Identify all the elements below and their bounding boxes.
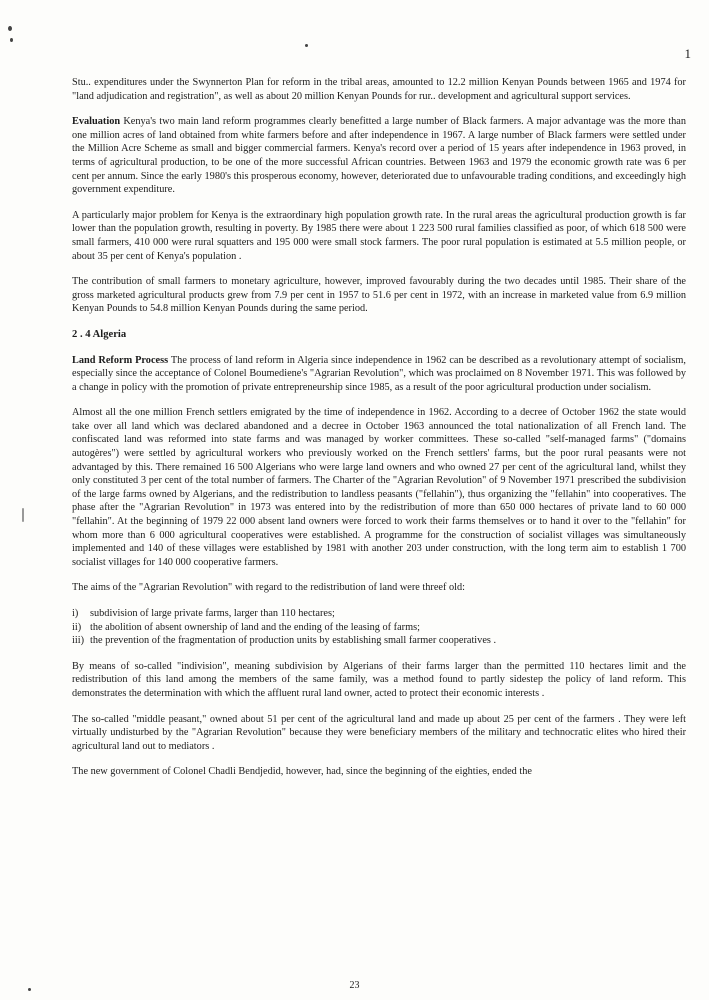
aim-text: the prevention of the fragmentation of production units by establishing small farmer cooperatives . (90, 635, 497, 647)
paragraph-text: Almost all the one million French settlers emigrated by the time of independence in 1962. According to a decree of October 1962 the state would take over all land which was declared abandoned and a decree in October 1963 announced the total nationalization of all French land. The confiscated land was reformed into state farms and was managed by worker committees. These so-called "self-managed farms" ("domains autogères") were settled by agricultural workers who previously worked on the French settlers' farms, but the poor rural peasants were not advantaged by this. There remained 16 500 Algerians who were large land owners and who owned 27 per cent of the agricultural land, whilst they only constituted 3 per cent of the total number of farmers. The Charter of the "Agrarian Revolution" of 9 November 1971 prescribed the subdivision of the large farms owned by Algerians, and the redistribution to landless peasants ("fellahin"), thus organizing the "fellahin" into cooperatives. The phase after the "Agrarian Revolution" in 1973 was entered into by the redistribution of more than 650 000 hectares of private land to 60 000 "fellahin". At the beginning of 1979 22 000 absent land owners were forced to work their farms themselves or to hand it over to the "fellahin" for whom more than 6 000 agricultural cooperatives were established. A programme for the construction of socialist villages was simultaneously implemented and 140 of these villages were established by 1981 with another 203 under construction, with the long term aim to establish 1 700 socialist villages for 140 000 cooperative farmers. (72, 407, 686, 568)
aim-text: the abolition of absent ownership of land and the ending of the leasing of farms; (90, 621, 420, 633)
aim-text: subdivision of large private farms, larger than 110 hectares; (90, 608, 335, 619)
paragraph-text: The contribution of small farmers to monetary agriculture, however, improved favourably during the two decades until 1985. Their share of the gross marketed agricultural products grew from 7.9 per cent in 1957 to 51.6 per cent in 1972, with an increase in marketed value from 6.9 million Kenyan Pounds to 54.8 million Kenyan Pounds during the same period. (72, 276, 686, 315)
paragraph (72, 660, 686, 701)
aim-number: ii) (72, 621, 82, 633)
scan-speck (22, 508, 24, 522)
paragraph-text: Kenya's two main land reform programmes clearly benefitted a large number of Black farmers. A major advantage was the more than one million acres of land obtained from white farmers before and after independence in 1967. A large number of Black farmers were settled under the Million Acre Scheme as small and bigger commercial farmers. Kenya's record over a period of 15 years after independence in 1963 proved, in terms of agricultural production, to be one of the more successful African countries. Between 1963 and 1979 the economic growth rate was 6 per cent per annum. Since the early 1980's this prosperous economy, however, deteriorated due to unfavourable trading conditions, and exceedingly high government expenditure. (72, 116, 686, 196)
paragraph-text: A particularly major problem for Kenya is the extraordinary high population growth rate. In the rural areas the agricultural production growth is far lower than the population growth, resulting in poverty. By 1985 there were about 1 223 500 rural families classified as poor, of which 618 500 were small farmers, 410 000 were rural squatters and 195 000 were small stock farmers. The poor rural population is estimated at 5.5 million people, or about 35 per cent of Kenya's population . (72, 209, 686, 262)
aim-item (72, 634, 686, 648)
paragraph (72, 713, 686, 754)
paragraph-text: The aims of the "Agrarian Revolution" with regard to the redistribution of land were threef old: (72, 582, 465, 594)
paragraph-lead: Evaluation (72, 116, 121, 128)
paragraph-text: Stu.. expenditures under the Swynnerton Plan for reform in the tribal areas, amounted to 12.2 million Kenyan Pounds between 1965 and 1974 for "land adjudication and registration", as well as about 20 million Kenyan Pounds for rur.. development and agricultural support services. (72, 77, 686, 102)
paragraph (72, 76, 686, 103)
paragraph-text: The so-called "middle peasant," owned about 51 per cent of the agricultural land and made up about 25 per cent of the farmers . They were left virtually undisturbed by the "Agrarian Revolution" because they were beneficiary members of the military and technocratic elites who hired their agricultural land out to mediators . (72, 713, 686, 752)
scan-speck (305, 44, 308, 47)
aims-list (72, 607, 686, 648)
section-heading: 2 . 4 Algeria (72, 328, 127, 340)
paragraph-lead: Land Reform Process (72, 354, 169, 366)
aim-item (72, 621, 686, 635)
paragraph-text: The process of land reform in Algeria since independence in 1962 can be described as a revolutionary attempt of socialism, especially since the acceptance of Colonel Boumediene's "Agrarian Revolution", which was proclaimed on 8 November 1971. This was followed by a change in policy with the promotion of private entrepreneurship since 1985, as a result of the poor agricultural production under socialism. (72, 354, 687, 393)
paragraph (72, 354, 686, 395)
aim-item (72, 607, 686, 621)
section-algeria (72, 354, 686, 596)
section-kenya (72, 76, 686, 316)
page-number: 23 (349, 980, 360, 991)
paragraph (72, 275, 686, 316)
scan-speck (8, 26, 12, 31)
paragraph (72, 115, 686, 197)
section-algeria-cont (72, 660, 686, 779)
paragraph (72, 765, 686, 779)
scan-speck (10, 38, 13, 42)
paragraph (72, 581, 686, 595)
corner-number: 1 (684, 46, 691, 61)
aim-number: iii) (72, 635, 85, 647)
paragraph (72, 209, 686, 263)
paragraph-text: The new government of Colonel Chadli Bendjedid, however, had, since the beginning of the eighties, ended the (72, 766, 532, 778)
aim-number: i) (72, 608, 79, 619)
paragraph (72, 406, 686, 569)
document-body (72, 76, 686, 791)
paragraph-text: By means of so-called "indivision", meaning subdivision by Algerians of their farms larger than the permitted 110 hectares limit and the redistribution of this land among the members of the same family, was a method found to partly sidestep the policy of land reform. This demonstrates the determination with which the affluent rural land owner, acted to protect their economic interests . (72, 660, 686, 699)
